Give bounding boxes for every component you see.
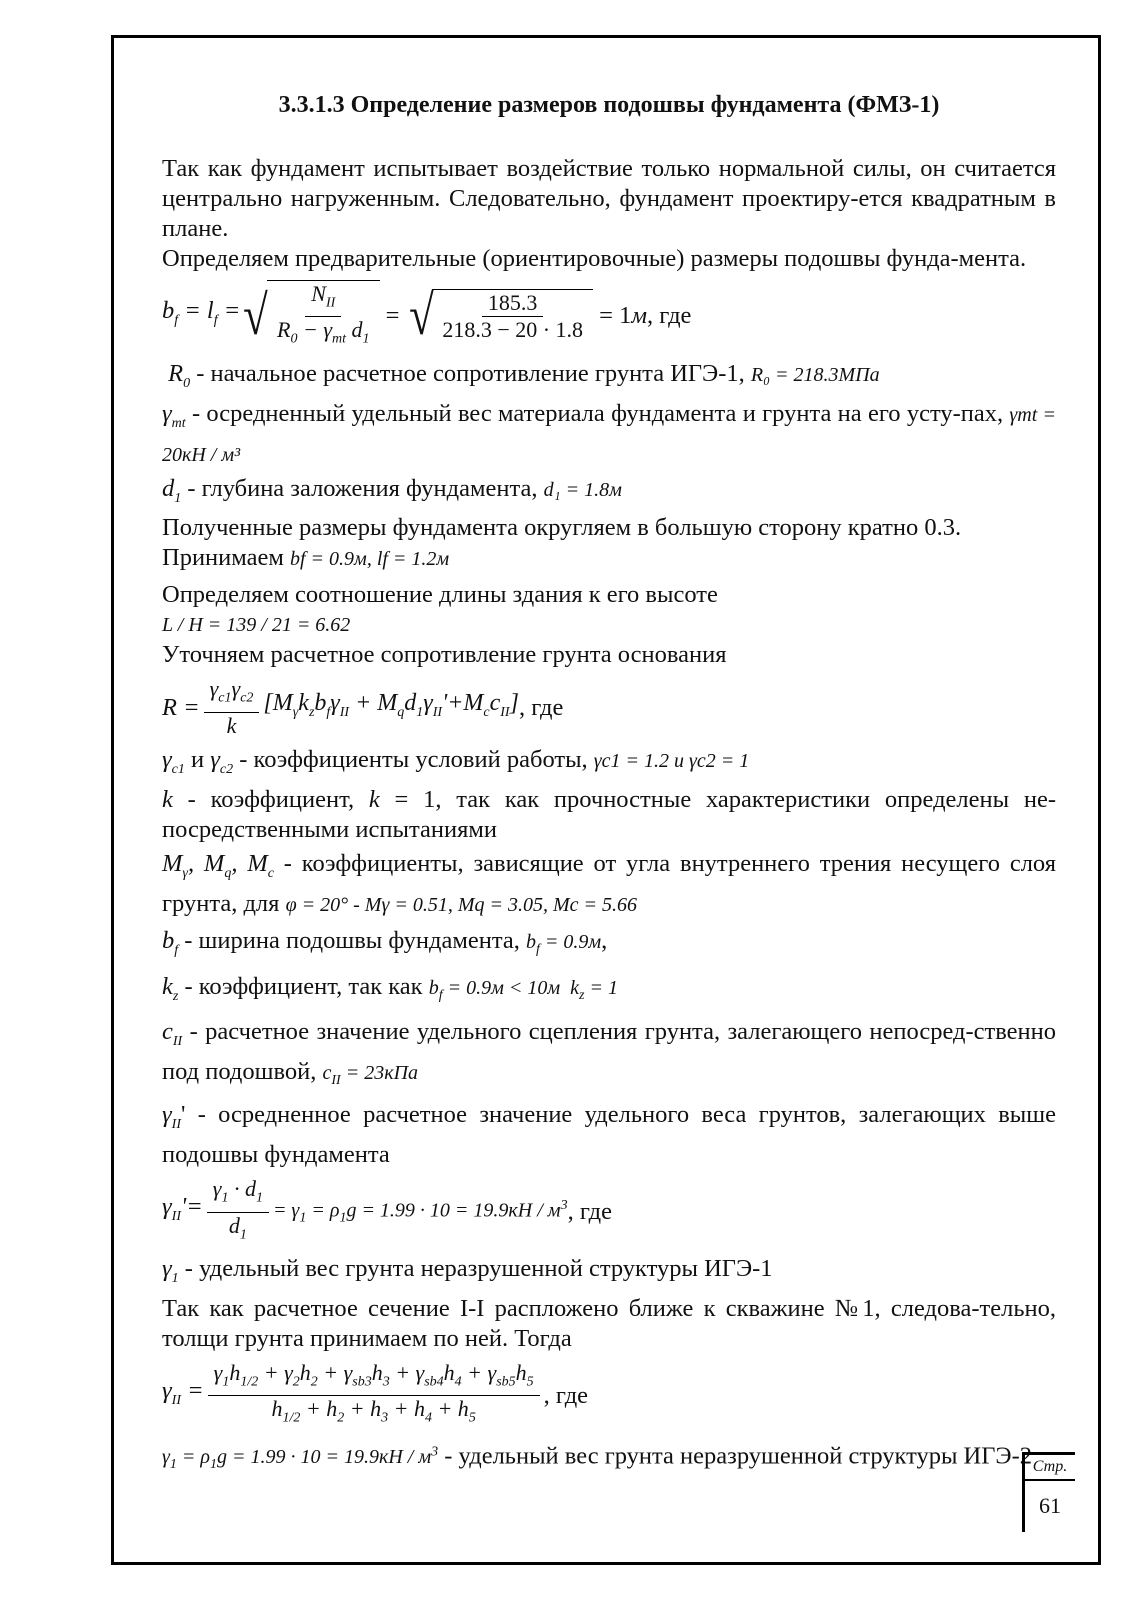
g2-definition: $\gamma_1 = \rho_1g = 1.99 \cdot 10 = 19.9кН / м^3$ - удельный вес грунта неразрушенной структуры ИГЭ-2	[162, 1442, 1032, 1473]
page-stamp	[1022, 1452, 1075, 1532]
formula-bf: $b_f = l_f$ = √ $\frac{N_{II}}{R_0 - \gamma_{mt} d_1}$ = √ $\frac{185.3}{218.3 - 20 \cdot 1.8}$ = 1м , где	[162, 280, 1056, 353]
gc-definition: $\gamma_{c1}$ и $\gamma_{c2}$ - коэффициенты условий работы, γc1 = 1.2 и γc2 = 1	[162, 745, 750, 777]
paragraph-ratio: Определяем соотношение длины здания к его высоте	[162, 581, 718, 609]
page-number: 61	[1039, 1493, 1061, 1518]
paragraph-refine: Уточняем расчетное сопротивление грунта основания	[162, 641, 727, 669]
g1-definition: $\gamma_1$ - удельный вес грунта неразрушенной структуры ИГЭ-1	[162, 1254, 773, 1286]
formula-lh: L / H = 139 / 21 = 6.62	[162, 614, 351, 637]
d1-definition: $d_1$ - глубина заложения фундамента, d₁ = 1.8м	[162, 474, 622, 506]
stamp-label: Стр.	[1025, 1455, 1075, 1481]
formula-gii: $\gamma_{II}'=$ $\frac{\gamma_1 \cdot d_1}{d_1}$ = $\gamma_1 = \rho_1g = 1.99 \cdot 10 = 19.9кН / м^3$ , где	[162, 1176, 612, 1242]
gmt-definition: $\gamma_{mt}$ - осредненный удельный вес материала фундамента и грунта на его усту-пах, γmt = 20кН / м³	[162, 399, 1056, 466]
paragraph-intro: Так как фундамент испытывает воздействие только нормальной силы, он считается центрально нагруженным. Следовательно, фундамент проектиру-ется квадратным в плане.	[162, 155, 1056, 242]
k-definition: k - коэффициент, k = 1, так как прочностные характеристики определены не-посредственными испытаниями	[162, 785, 1056, 843]
c-definition: $c_{II}$ - расчетное значение удельного сцепления грунта, залегающего непосред-ственно под подошвой, $c_{II} = 23кПа$	[162, 1018, 1056, 1089]
formula-r: R = $\frac{\gamma_{c1}\gamma_{c2}}{k}$ $[M_\gamma k_zb_f\gamma_{II} + M_qd_1\gamma_{II}'+M_cc_{II}]$ , где	[162, 676, 564, 738]
bf-definition: $b_f$ - ширина подошвы фундамента, $b_f = 0.9м$,	[162, 926, 608, 958]
r0-definition: $R_0$ - начальное расчетное сопротивление грунта ИГЭ-1, R₀ = 218.3МПа	[162, 359, 880, 391]
kz-definition: $k_z$ - коэффициент, так как $b_f = 0.9м < 10м$ $k_z = 1$	[162, 972, 618, 1004]
m-definition: $M_\gamma$, $M_q$, $M_c$ - коэффициенты, зависящие от угла внутреннего трения несущего слоя грунта, для φ = 20° - Mγ = 0.51, Mq = 3.05, Mc = 5.66	[162, 849, 1056, 917]
gii-definition: $\gamma_{II}'$ - осредненное расчетное значение удельного веса грунтов, залегающих выше подошвы фундамента	[162, 1101, 1056, 1169]
paragraph-preliminary: Определяем предварительные (ориентировочные) размеры подошвы фунда-мента.	[162, 245, 1027, 272]
document-body	[162, 90, 1056, 1480]
paragraph-borehole: Так как расчетное сечение I-I распложено ближе к скважине №1, следова-тельно, толщи грунта принимаем по ней. Тогда	[162, 1294, 1056, 1352]
paragraph-accept: Принимаем bf = 0.9м, lf = 1.2м	[162, 544, 450, 572]
section-title: 3.3.1.3 Определение размеров подошвы фундамента (ФМЗ-1)	[278, 92, 940, 118]
paragraph-rounding: Полученные размеры фундамента округляем в большую сторону кратно 0.3.	[162, 514, 962, 542]
formula-gii-weighted: $\gamma_{II}$ = $\frac{\gamma_1h_{1/2} + \gamma_2h_2 + \gamma_{sb3}h_3 + \gamma_{sb4}h_4 + \gamma_{sb5}h_5}{h_{1/2} + h_2 + h_3 + h_4 + h_5}$ , где	[162, 1359, 589, 1426]
